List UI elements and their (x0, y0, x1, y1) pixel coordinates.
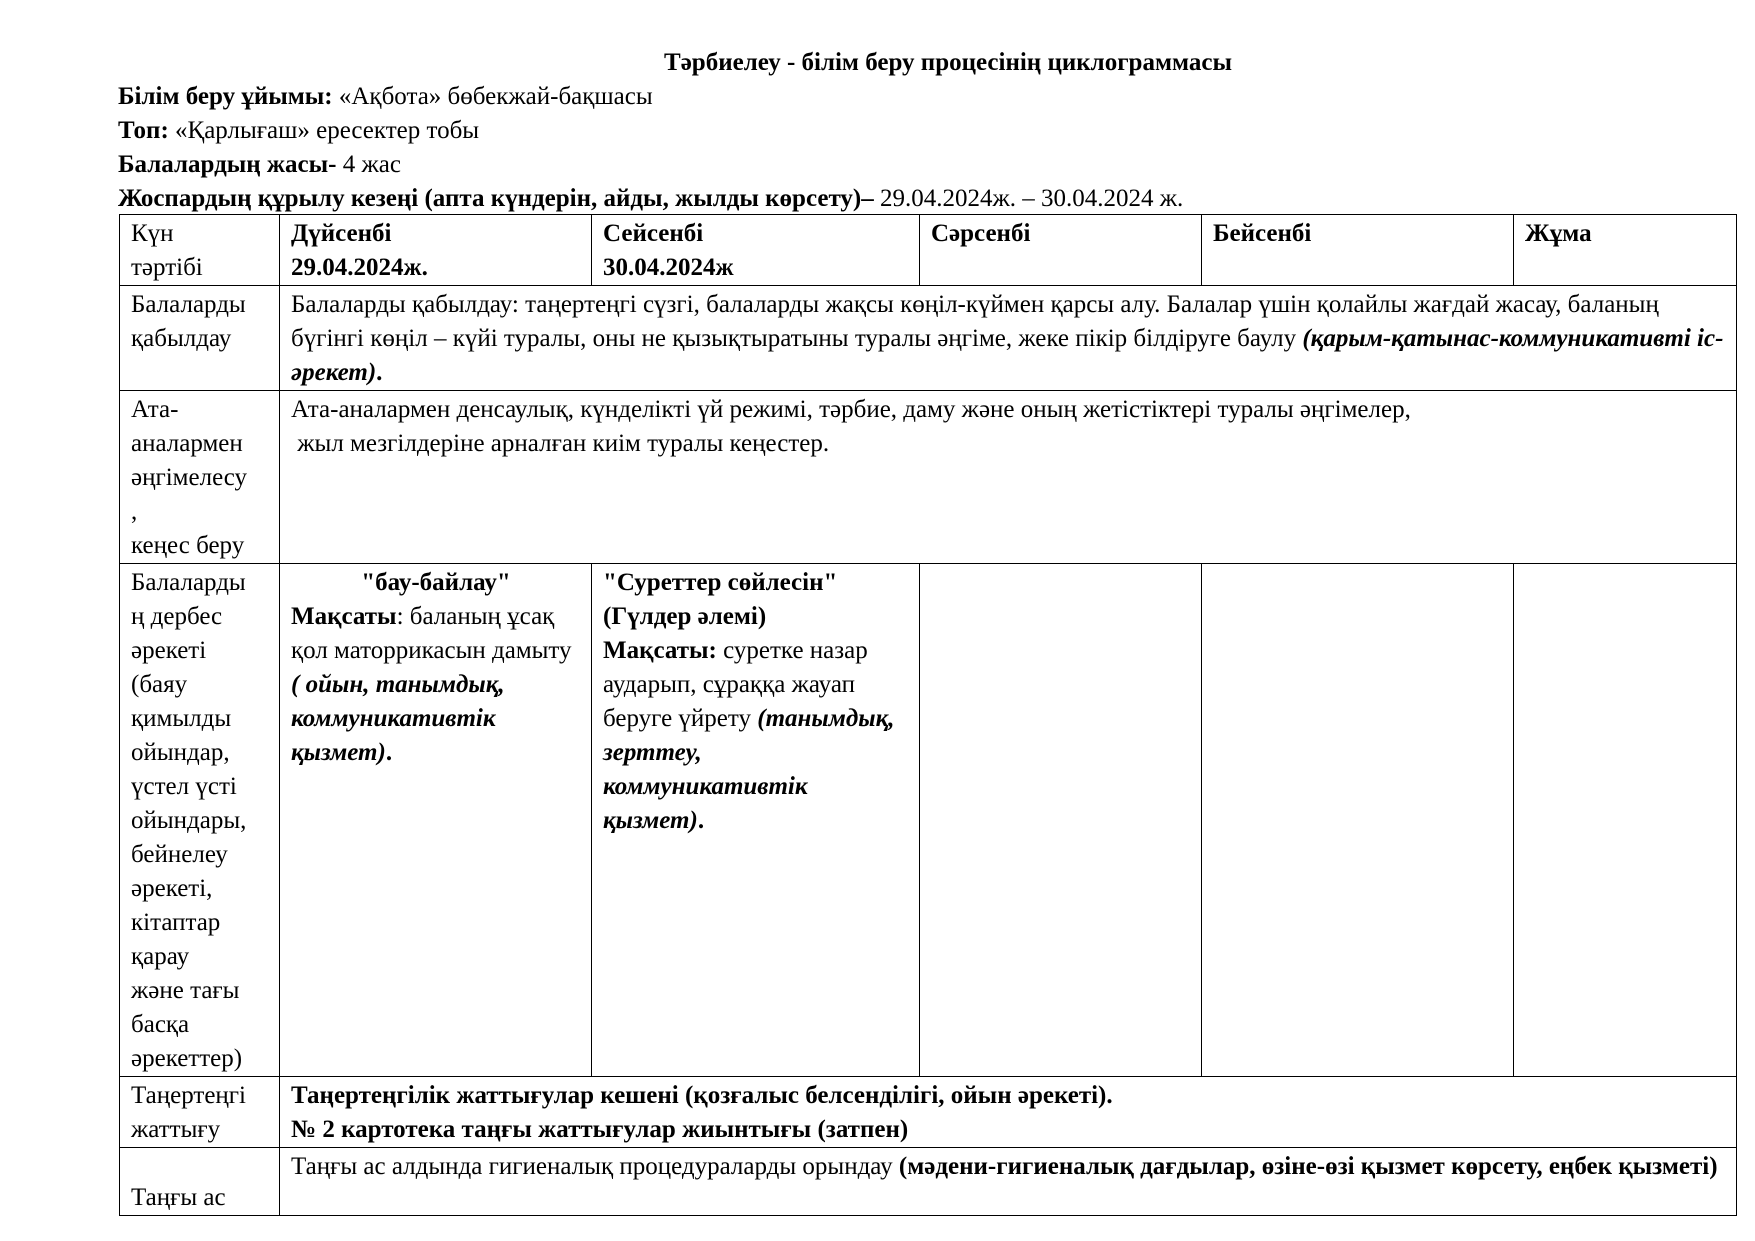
age-value: 4 жас (336, 151, 401, 178)
thursday-activity-cell (1202, 564, 1514, 1077)
row-breakfast-label: Таңғы ас (120, 1148, 280, 1216)
row-parents (120, 391, 1737, 564)
row-exercise-label (120, 1077, 280, 1148)
reception-label-line2: қабылдау (131, 325, 232, 352)
independent-label-line: ң дербес (131, 603, 223, 630)
independent-label-line: басқа (131, 1011, 190, 1038)
independent-label-line: және тағы (131, 977, 240, 1004)
monday-activity-type: ( ойын, танымдық, коммуникативтік қызмет) (291, 671, 505, 766)
age-line (118, 148, 1738, 182)
tuesday-date: 30.04.2024ж (603, 254, 734, 281)
organization-value: «Ақбота» бөбекжай-бақшасы (332, 83, 653, 110)
row-exercise-content (280, 1077, 1737, 1148)
row-reception (120, 286, 1737, 391)
independent-label-line: әрекеттер) (131, 1045, 243, 1072)
organization-line (118, 80, 1738, 114)
row-independent-label (120, 564, 280, 1077)
monday-date: 29.04.2024ж. (291, 254, 428, 281)
parents-label-line: , (131, 498, 138, 525)
period-line (118, 182, 1738, 216)
reception-text-end: . (376, 359, 383, 386)
table-header-row (120, 215, 1737, 286)
breakfast-skills: (мәдени-гигиеналық дағдылар, өзіне-өзі қызмет көрсету, еңбек қызметі) (898, 1153, 1718, 1180)
independent-label-line: ойындары, (131, 807, 247, 834)
tuesday-goal-end: . (697, 807, 705, 834)
period-label: Жоспардың құрылу кезеңі (апта күндерін, айды, жылды көрсету)– (118, 185, 874, 212)
reception-activity-type: (қарым-қатынас-коммуникативті іс-әрекет) (291, 325, 1724, 386)
row-breakfast (120, 1148, 1737, 1216)
parents-label-line: әңгімелесу (131, 464, 248, 491)
independent-label-line: қимылды (131, 705, 232, 732)
monday-label: Дүйсенбі (291, 220, 392, 247)
independent-label-line: Балаларды (131, 569, 246, 596)
tuesday-goal-label: Мақсаты: (603, 637, 717, 664)
parents-label-line: Ата- (131, 396, 179, 423)
reception-label-line1: Балаларды (131, 291, 246, 318)
header-friday: Жұма (1514, 215, 1737, 286)
cyclogram-table (119, 214, 1737, 1216)
parents-label-line: кеңес беру (131, 532, 245, 559)
exercise-text-line2: № 2 картотека таңғы жаттығулар жиынтығы (затпен) (291, 1116, 909, 1143)
breakfast-text: Таңғы ас алдында гигиеналық процедураларды орындау (291, 1153, 899, 1180)
row-breakfast-content (280, 1148, 1737, 1216)
group-label: Топ: (118, 117, 169, 144)
friday-activity-cell (1514, 564, 1737, 1077)
independent-label-line: ойындар, (131, 739, 230, 766)
monday-goal-label: Мақсаты (291, 603, 397, 630)
exercise-label-line1: Таңертеңгі (131, 1082, 246, 1109)
independent-label-line: қарау (131, 943, 190, 970)
document-header (118, 46, 1738, 216)
group-value: «Қарлығаш» ересектер тобы (168, 117, 480, 144)
parents-text-line2: жыл мезгілдеріне арналған киім туралы кеңестер. (291, 430, 830, 457)
independent-label-line: үстел үсті (131, 773, 237, 800)
tuesday-activity-title: "Суреттер сөйлесін" (Гүлдер әлемі) (603, 569, 838, 630)
tuesday-activity-cell (592, 564, 920, 1077)
monday-goal-end: . (385, 739, 393, 766)
document-title: Тәрбиелеу - білім беру процесінің циклограммасы (664, 49, 1232, 76)
monday-activity-goal (291, 600, 581, 770)
independent-label-line: (баяу (131, 671, 188, 698)
reception-text: Балаларды қабылдау: таңертеңгі сүзгі, балаларды жақсы көңіл-күймен қарсы алу. Балалар үшін қолайлы жағдай жасау, баланың бүгінгі көңіл – күйі туралы, оны не қызықтыратыны туралы әңгіме, жеке пікір білдіруге баулу (291, 291, 1659, 352)
group-line (118, 114, 1738, 148)
header-tuesday (592, 215, 920, 286)
exercise-label-line2: жаттығу (131, 1116, 221, 1143)
row-reception-label (120, 286, 280, 391)
header-routine-line1: Күн (131, 220, 174, 247)
exercise-text-line1: Таңертеңгілік жаттығулар кешені (қозғалыс белсенділігі, ойын әрекеті). (291, 1082, 1113, 1109)
header-monday (280, 215, 592, 286)
tuesday-goal-text: суретке назар аударып, сұраққа жауап беруге үйрету (603, 637, 868, 732)
wednesday-activity-cell (920, 564, 1202, 1077)
row-independent-activity (120, 564, 1737, 1077)
header-thursday: Бейсенбі (1202, 215, 1514, 286)
header-routine-line2: тәртібі (131, 254, 203, 281)
row-parents-content (280, 391, 1737, 564)
tuesday-activity-goal (603, 634, 909, 838)
monday-activity-cell (280, 564, 592, 1077)
age-label: Балалардың жасы- (118, 151, 337, 178)
header-wednesday: Сәрсенбі (920, 215, 1202, 286)
header-routine (120, 215, 280, 286)
monday-activity-title: "бау-байлау" (361, 569, 511, 596)
independent-label-line: бейнелеу (131, 841, 228, 868)
tuesday-label: Сейсенбі (603, 220, 704, 247)
tuesday-activity-type: (танымдық, зерттеу, коммуникативтік қызмет) (603, 705, 895, 834)
row-parents-label (120, 391, 280, 564)
organization-label: Білім беру ұйымы: (118, 83, 333, 110)
independent-label-line: кітаптар (131, 909, 221, 936)
independent-label-line: әрекеті (131, 637, 207, 664)
independent-label-line: әрекеті, (131, 875, 213, 902)
monday-goal-text: : баланың ұсақ қол маторрикасын дамыту (291, 603, 572, 664)
parents-label-line: аналармен (131, 430, 243, 457)
parents-text-line1: Ата-аналармен денсаулық, күнделікті үй режимі, тәрбие, даму және оның жетістіктері туралы әңгімелер, (291, 396, 1411, 423)
row-reception-content (280, 286, 1737, 391)
row-morning-exercise (120, 1077, 1737, 1148)
period-value: 29.04.2024ж. – 30.04.2024 ж. (873, 185, 1184, 212)
